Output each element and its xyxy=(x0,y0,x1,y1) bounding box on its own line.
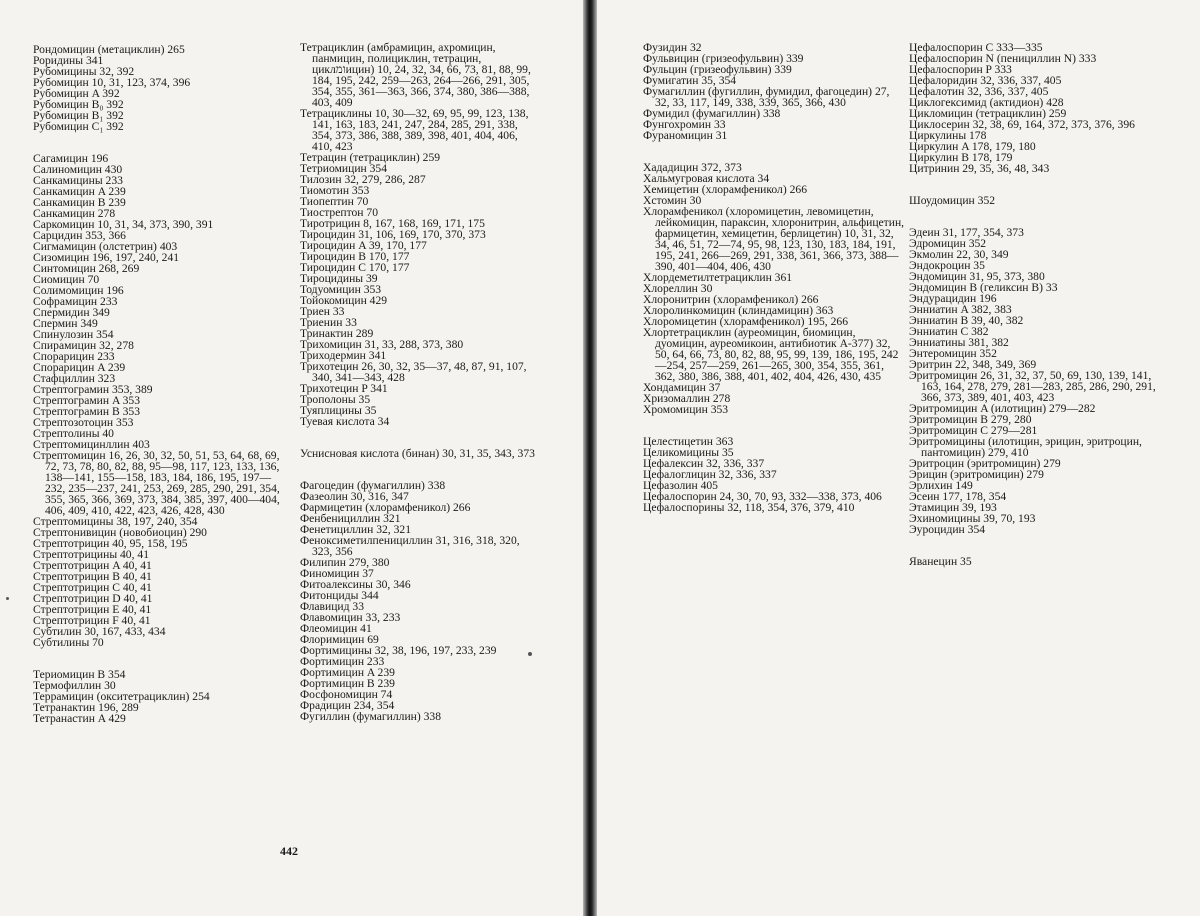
index-entry: Эсеин 177, 178, 354 xyxy=(909,490,1007,503)
index-entry: Фармицетин (хлорамфеникол) 266 xyxy=(300,501,471,514)
index-entry: Хлореллин 30 xyxy=(643,282,713,295)
index-entry: Хлортетрациклин (ауреомицин, биомицин, дуомицин, ауреомикоин, антибиотик A-377) 32, 50, 64, 66, 73, 80, 82, 88, 95, 99, 139, 186, 195, 242—254, 257—259, 261—265, 300, 354, 355, 361, 362, 380, 386, 388, 401, 402, 404, 426, 430, 435 xyxy=(643,326,899,383)
index-entry: Спинулозин 354 xyxy=(33,328,114,341)
index-entry: Эндурацидин 196 xyxy=(909,292,997,305)
index-entry: Тилозин 32, 279, 286, 287 xyxy=(300,173,426,186)
section-gap xyxy=(33,132,281,153)
index-entry: Эритроцин (эритромицин) 279 xyxy=(909,457,1061,470)
index-entry: Сигмамицин (олстетрин) 403 xyxy=(33,240,178,253)
index-entry: Тиротрицин 8, 167, 168, 169, 171, 175 xyxy=(300,217,485,230)
index-entry: Флавомицин 33, 233 xyxy=(300,611,401,624)
index-entry: Стрептонивицин (новобиоцин) 290 xyxy=(33,526,207,539)
index-entry: Хлорамфеникол (хлоромицетин, левомицетин, лейкомицин, параксин, хлоронитрин, альфицетин, фармицетин, хемицетин, берлицетин) 10, 31, 32, 34, 46, 51, 72—74, 95, 98, 123, 130, 183, 184, 191, 195, 241, 266—269, 291, 338, 361, 366, 373, 388—390, 401—404, 406, 430 xyxy=(643,205,905,273)
index-entry: Циклогексимид (актидион) 428 xyxy=(909,96,1064,109)
index-entry: Эрицин (эритромицин) 279 xyxy=(909,468,1044,481)
index-entry: Цефалексин 32, 336, 337 xyxy=(643,457,765,470)
index-entry: Цефалоглицин 32, 336, 337 xyxy=(643,468,777,481)
index-entry: Стрептотрицин D 40, 41 xyxy=(33,592,153,605)
index-entry: Фортимицин 233 xyxy=(300,655,385,668)
index-entry: Тироцидины 39 xyxy=(300,272,378,285)
index-entry: Цефалоспорин C 333—335 xyxy=(909,41,1043,54)
index-entry: Трополоны 35 xyxy=(300,393,371,406)
index-entry: Циклосерин 32, 38, 69, 164, 372, 373, 376, 396 xyxy=(909,118,1135,131)
index-entry: Уснисновая кислота (бинан) 30, 31, 35, 343, 373 xyxy=(300,447,535,460)
index-entry: Энниатин C 382 xyxy=(909,325,989,338)
index-entry: Эритромицины (илотицин, эрицин, эритроцин, пантомицин) 279, 410 xyxy=(909,435,1142,459)
index-column-4 xyxy=(909,42,1167,567)
index-entry: Тиострептон 70 xyxy=(300,206,378,219)
index-entry: Тиомотин 353 xyxy=(300,184,370,197)
index-entry: Фазеолин 30, 316, 347 xyxy=(300,490,409,503)
index-entry: Флоримицин 69 xyxy=(300,633,379,646)
index-entry: Стрептомицин 16, 26, 30, 32, 50, 51, 53, 64, 68, 69, 72, 73, 78, 80, 82, 88, 95—98, 117, 123, 133, 136, 138—141, 155—158, 183, 184, 186, 195, 197—232, 235—237, 241, 253, 269, 285, 290, 291, 354, 355, 365, 366, 369, 373, 384, 385, 397, 400—404, 406, 409, 410, 422, 423, 426, 428, 430 xyxy=(33,449,280,517)
section-gap xyxy=(33,648,281,669)
index-entry: Роридины 341 xyxy=(33,54,104,67)
index-entry: Сагамицин 196 xyxy=(33,152,109,165)
index-entry: Фрадицин 234, 354 xyxy=(300,699,395,712)
index-column-2 xyxy=(300,42,538,722)
index-entry: Стрептомицинллин 403 xyxy=(33,438,150,451)
index-entry: Рубомицин B₀ 392 xyxy=(33,98,124,111)
index-entry: Эритромицин B 279, 280 xyxy=(909,413,1032,426)
index-entry: Трихотецин P 341 xyxy=(300,382,388,395)
index-entry: Этамицин 39, 193 xyxy=(909,501,997,514)
index-entry: Фугиллин (фумагиллин) 338 xyxy=(300,710,442,723)
index-entry: Хададицин 372, 373 xyxy=(643,161,742,174)
page-number: 442 xyxy=(280,844,298,858)
index-entry: Стрептолины 40 xyxy=(33,427,114,440)
index-entry: Эхиномицины 39, 70, 193 xyxy=(909,512,1036,525)
book-gutter xyxy=(583,0,597,916)
index-entry: Цикломицин (тетрациклин) 259 xyxy=(909,107,1067,120)
index-entry: Рубомицин C₁ 392 xyxy=(33,120,124,133)
index-entry: Флавицид 33 xyxy=(300,600,364,613)
index-entry: Яванецин 35 xyxy=(909,555,972,568)
index-entry: Эритромицин C 279—281 xyxy=(909,424,1038,437)
section-gap xyxy=(300,459,538,480)
index-entry: Рубомицин 10, 31, 123, 374, 396 xyxy=(33,76,191,89)
left-page xyxy=(0,0,583,916)
index-entry: Энтеромицин 352 xyxy=(909,347,997,360)
index-entry: Стрептотрицин B 40, 41 xyxy=(33,570,152,583)
index-entry: Стрептотрицин A 40, 41 xyxy=(33,559,152,572)
index-entry: Целикомицины 35 xyxy=(643,446,734,459)
index-entry: Стрептотрицин C 40, 41 xyxy=(33,581,152,594)
index-entry: Цефалоридин 32, 336, 337, 405 xyxy=(909,74,1062,87)
index-entry: Энниатины 381, 382 xyxy=(909,336,1009,349)
index-entry: Триходермин 341 xyxy=(300,349,387,362)
index-entry: Стрептограмин B 353 xyxy=(33,405,141,418)
index-entry: Санкамицин A 239 xyxy=(33,185,126,198)
index-entry: Эритрин 22, 348, 349, 369 xyxy=(909,358,1037,371)
section-gap xyxy=(909,206,1167,227)
index-entry: Спермидин 349 xyxy=(33,306,110,319)
index-entry: Эдеин 31, 177, 354, 373 xyxy=(909,226,1024,239)
index-entry: Рубомицины 32, 392 xyxy=(33,65,135,78)
index-entry: Цефалотин 32, 336, 337, 405 xyxy=(909,85,1049,98)
index-column-1 xyxy=(33,44,281,724)
index-entry: Рубомицин B₁ 392 xyxy=(33,109,124,122)
index-entry: Эндомицин B (геликсин B) 33 xyxy=(909,281,1058,294)
index-entry: Трихомицин 31, 33, 288, 373, 380 xyxy=(300,338,464,351)
index-entry: Хромомицин 353 xyxy=(643,403,729,416)
index-entry: Солимомицин 196 xyxy=(33,284,124,297)
index-entry: Триен 33 xyxy=(300,305,345,318)
index-entry: Тринактин 289 xyxy=(300,327,374,340)
index-entry: Стрептограмин 353, 389 xyxy=(33,383,153,396)
index-entry: Фумагиллин (фугиллин, фумидил, фагоцедин) 27, 32, 33, 117, 149, 338, 339, 365, 366, 430 xyxy=(643,85,890,109)
index-entry: Фульцин (гризеофульвин) 339 xyxy=(643,63,792,76)
index-entry: Трихотецин 26, 30, 32, 35—37, 48, 87, 91, 107, 340, 341—343, 428 xyxy=(300,360,527,384)
index-entry: Тиопептин 70 xyxy=(300,195,369,208)
index-entry: Циркулин B 178, 179 xyxy=(909,151,1013,164)
index-entry: Тетранактин 196, 289 xyxy=(33,701,139,714)
section-gap xyxy=(909,535,1167,556)
index-entry: Синтомицин 268, 269 xyxy=(33,262,140,275)
index-entry: Субтилины 70 xyxy=(33,636,104,649)
index-entry: Спорарицин 233 xyxy=(33,350,115,363)
index-entry: Хлоромицетин (хлорамфеникол) 195, 266 xyxy=(643,315,848,328)
index-entry: Фортимицин B 239 xyxy=(300,677,395,690)
index-entry: Фумидил (фумагиллин) 338 xyxy=(643,107,781,120)
index-entry: Фульвицин (гризеофульвин) 339 xyxy=(643,52,804,65)
index-entry: Хемицетин (хлорамфеникол) 266 xyxy=(643,183,807,196)
index-entry: Энниатин B 39, 40, 382 xyxy=(909,314,1024,327)
index-entry: Стрептотрицин 40, 95, 158, 195 xyxy=(33,537,188,550)
index-entry: Цефалоспорин P 333 xyxy=(909,63,1012,76)
index-column-3 xyxy=(643,42,905,513)
ink-speck xyxy=(528,652,532,656)
index-entry: Стрептотрицины 40, 41 xyxy=(33,548,149,561)
index-entry: Эритромицин 26, 31, 32, 37, 50, 69, 130, 139, 141, 163, 164, 278, 279, 281—283, 285, 286, 290, 291, 366, 373, 389, 401, 403, 423 xyxy=(909,369,1156,404)
index-entry: Тироцидин 31, 106, 169, 170, 370, 373 xyxy=(300,228,486,241)
index-entry: Целестицетин 363 xyxy=(643,435,734,448)
index-entry: Санкамицины 233 xyxy=(33,174,123,187)
index-entry: Туяплицины 35 xyxy=(300,404,377,417)
index-entry: Энниатин A 382, 383 xyxy=(909,303,1012,316)
index-entry: Стафциллин 323 xyxy=(33,372,116,385)
index-entry: Хлоролинкомицин (клиндамицин) 363 xyxy=(643,304,834,317)
index-entry: Тойокомицин 429 xyxy=(300,294,388,307)
index-entry: Тетранастин A 429 xyxy=(33,712,126,725)
index-entry: Тетриомицин 354 xyxy=(300,162,388,175)
index-entry: Сизомицин 196, 197, 240, 241 xyxy=(33,251,180,264)
index-entry: Экмолин 22, 30, 349 xyxy=(909,248,1009,261)
index-entry: Салиномицин 430 xyxy=(33,163,123,176)
index-entry: Эрлихин 149 xyxy=(909,479,973,492)
index-entry: Туевая кислота 34 xyxy=(300,415,390,428)
index-entry: Фунгохромин 33 xyxy=(643,118,726,131)
index-entry: Териомицин B 354 xyxy=(33,668,126,681)
index-entry: Тироцидин A 39, 170, 177 xyxy=(300,239,427,252)
index-entry: Спорарицин A 239 xyxy=(33,361,126,374)
index-entry: Фураномицин 31 xyxy=(643,129,728,142)
index-entry: Тетрациклины 10, 30—32, 69, 95, 99, 123, 138, 141, 163, 183, 241, 247, 284, 285, 291, 338, 354, 373, 386, 388, 389, 398, 401, 404, 406, 410, 423 xyxy=(300,107,529,153)
index-entry: Тетрацин (тетрациклин) 259 xyxy=(300,151,441,164)
index-entry: Спирамицин 32, 278 xyxy=(33,339,134,352)
index-entry: Сиомицин 70 xyxy=(33,273,100,286)
index-entry: Хстомин 30 xyxy=(643,194,702,207)
index-entry: Тодуомицин 353 xyxy=(300,283,382,296)
index-entry: Тироцидин B 170, 177 xyxy=(300,250,410,263)
index-entry: Субтилин 30, 167, 433, 434 xyxy=(33,625,166,638)
index-entry: Финомицин 37 xyxy=(300,567,374,580)
index-entry: Санкамицин 278 xyxy=(33,207,116,220)
section-gap xyxy=(300,427,538,448)
index-entry: Спермин 349 xyxy=(33,317,98,330)
index-entry: Рондомицин (метациклин) 265 xyxy=(33,43,185,56)
index-entry: Цефалоспорин 24, 30, 70, 93, 332—338, 373, 406 xyxy=(643,490,882,503)
section-gap xyxy=(909,174,1167,195)
index-entry: Термофиллин 30 xyxy=(33,679,116,692)
index-entry: Эндомицин 31, 95, 373, 380 xyxy=(909,270,1045,283)
index-entry: Эритромицин A (илотицин) 279—282 xyxy=(909,402,1096,415)
index-entry: Стрептотрицин F 40, 41 xyxy=(33,614,151,627)
index-entry: Санкамицин B 239 xyxy=(33,196,126,209)
index-entry: Цефазолин 405 xyxy=(643,479,718,492)
index-entry: Хлоронитрин (хлорамфеникол) 266 xyxy=(643,293,819,306)
index-entry: Эдромицин 352 xyxy=(909,237,987,250)
index-entry: Фагоцедин (фумагиллин) 338 xyxy=(300,479,446,492)
index-entry: Стрептограмин A 353 xyxy=(33,394,141,407)
right-page xyxy=(597,0,1200,916)
index-entry: Тетрациклин (амбрамицин, ахромицин, панмицин, полициклин, тетрацин, циклומицин) 10, 24, 32, 34, 66, 73, 81, 88, 99, 184, 195, 242, 259—263, 264—266, 291, 305, 354, 355, 361—363, 366, 374, 380, 386—388, 403, 409 xyxy=(300,41,531,109)
index-entry: Цефалоспорин N (пенициллин N) 333 xyxy=(909,52,1097,65)
index-entry: Филипин 279, 380 xyxy=(300,556,390,569)
index-entry: Фенетициллин 32, 321 xyxy=(300,523,411,536)
index-entry: Хризомаллин 278 xyxy=(643,392,731,405)
index-entry: Цефалоспорины 32, 118, 354, 376, 379, 410 xyxy=(643,501,855,514)
index-entry: Террамицин (окситетрациклин) 254 xyxy=(33,690,210,703)
section-gap xyxy=(643,141,905,162)
index-entry: Цитринин 29, 35, 36, 48, 343 xyxy=(909,162,1050,175)
index-entry: Фитонциды 344 xyxy=(300,589,379,602)
index-entry: Фумигатин 35, 354 xyxy=(643,74,737,87)
index-entry: Шоудомицин 352 xyxy=(909,194,996,207)
index-entry: Феноксиметилпенициллин 31, 316, 318, 320, 323, 356 xyxy=(300,534,520,558)
index-entry: Хондамицин 37 xyxy=(643,381,721,394)
index-entry: Фосфономицин 74 xyxy=(300,688,393,701)
index-entry: Фортимицины 32, 38, 196, 197, 233, 239 xyxy=(300,644,497,657)
index-entry: Саркомицин 10, 31, 34, 373, 390, 391 xyxy=(33,218,214,231)
index-entry: Стрептомицины 38, 197, 240, 354 xyxy=(33,515,198,528)
index-entry: Триенин 33 xyxy=(300,316,357,329)
index-entry: Хальмугровая кислота 34 xyxy=(643,172,770,185)
index-entry: Тироцидин C 170, 177 xyxy=(300,261,410,274)
index-entry: Фузидин 32 xyxy=(643,41,702,54)
ink-speck xyxy=(6,597,9,600)
index-entry: Стрептозотоцин 353 xyxy=(33,416,134,429)
index-entry: Фенбенициллин 321 xyxy=(300,512,401,525)
index-entry: Эуроцидин 354 xyxy=(909,523,986,536)
index-entry: Флеомицин 41 xyxy=(300,622,372,635)
section-gap xyxy=(643,415,905,436)
index-entry: Софрамицин 233 xyxy=(33,295,118,308)
index-entry: Хлордеметилтетрациклин 361 xyxy=(643,271,793,284)
index-entry: Циркулин A 178, 179, 180 xyxy=(909,140,1036,153)
index-entry: Стрептотрицин E 40, 41 xyxy=(33,603,152,616)
index-entry: Эндокроцин 35 xyxy=(909,259,985,272)
index-entry: Рубомицин A 392 xyxy=(33,87,120,100)
index-entry: Фортимицин A 239 xyxy=(300,666,395,679)
index-entry: Фитоалексины 30, 346 xyxy=(300,578,411,591)
index-entry: Сарцидин 353, 366 xyxy=(33,229,126,242)
index-entry: Циркулины 178 xyxy=(909,129,987,142)
